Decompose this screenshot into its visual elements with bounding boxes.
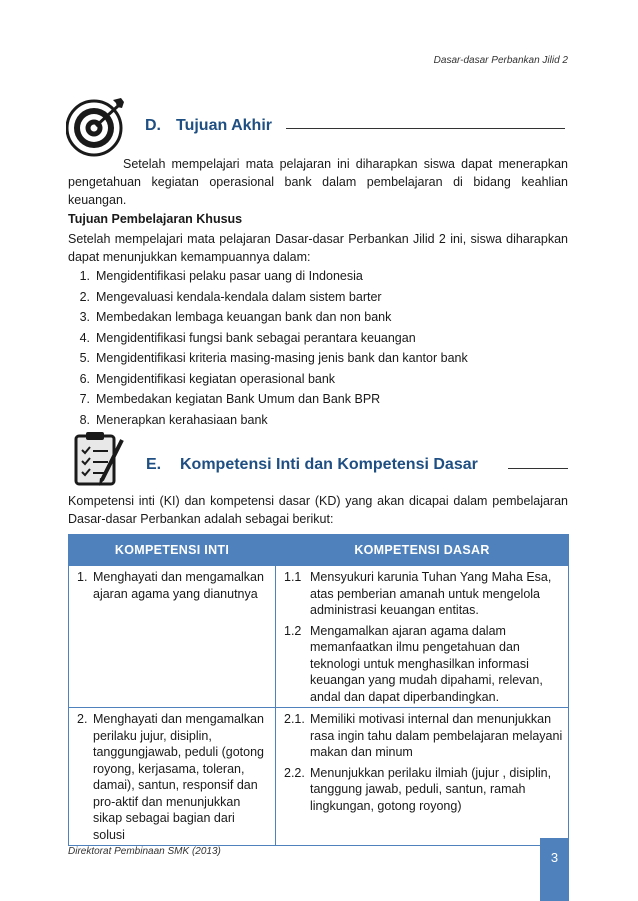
ki-cell xyxy=(69,566,276,708)
list-item xyxy=(68,328,468,349)
section-e-heading xyxy=(68,430,568,490)
section-d-intro: Setelah mempelajari mata pelajaran Dasar-dasar Perbankan Jilid 2 ini, siswa diharapkan dapat menunjukkan kemampuannya dalam: xyxy=(68,232,568,264)
ki-item xyxy=(77,711,270,843)
kd-cell xyxy=(276,708,569,846)
table-row xyxy=(69,566,569,708)
list-item-number: 8. xyxy=(79,412,90,427)
section-e-rule xyxy=(508,468,568,469)
ki-cell xyxy=(69,708,276,846)
ki-text: Menghayati dan mengamalkan ajaran agama yang dianutnya xyxy=(93,570,264,601)
list-item-number: 5. xyxy=(79,351,90,365)
column-header-kd: KOMPETENSI DASAR xyxy=(276,535,569,566)
list-item-text: Membedakan kegiatan Bank Umum dan Bank BPR xyxy=(96,392,381,406)
list-item xyxy=(68,287,468,308)
kd-number: 2.2. xyxy=(284,765,305,780)
objectives-list xyxy=(68,266,468,430)
list-item-text: Mengidentifikasi kegiatan operasional bank xyxy=(96,371,336,386)
kd-item xyxy=(284,765,563,815)
list-item-text: Mengidentifikasi fungsi bank sebagai perantara keuangan xyxy=(96,330,416,345)
ki-number: 2. xyxy=(77,712,88,726)
list-item xyxy=(68,307,468,328)
kd-number: 1.1 xyxy=(284,570,302,584)
list-item-text: Mengevaluasi kendala-kendala dalam sistem barter xyxy=(96,289,382,304)
section-d-paragraph: Setelah mempelajari mata pelajaran ini diharapkan siswa dapat menerapkan pengetahuan kegiatan operasional bank dalam pembelajaran di bidang keahlian keuangan. xyxy=(68,157,568,207)
list-item-number: 4. xyxy=(79,330,90,345)
table-row xyxy=(69,708,569,846)
section-d-letter: D. xyxy=(145,117,161,134)
list-item-text: Mengidentifikasi pelaku pasar uang di Indonesia xyxy=(96,269,363,283)
section-e-title: Kompetensi Inti dan Kompetensi Dasar xyxy=(180,456,478,473)
ki-item xyxy=(77,569,270,602)
kd-item xyxy=(284,569,563,619)
section-d-heading xyxy=(68,95,568,155)
table-header-row xyxy=(69,535,569,566)
footer-publisher: Direktorat Pembinaan SMK (2013) xyxy=(68,846,221,857)
list-item-text: Menerapkan kerahasiaan bank xyxy=(96,412,268,427)
kd-text: Mensyukuri karunia Tuhan Yang Maha Esa, atas pemberian amanah untuk mengelola administrasi keuangan entitas. xyxy=(310,570,552,617)
list-item xyxy=(68,389,468,410)
kd-text: Menunjukkan perilaku ilmiah (jujur , disiplin, tanggung jawab, peduli, santun, ramah lingkungan, gotong royong) xyxy=(310,765,552,813)
section-e-intro: Kompetensi inti (KI) dan kompetensi dasar (KD) yang akan dicapai dalam pembelajaran Dasar-dasar Perbankan adalah sebagai berikut: xyxy=(68,494,568,526)
list-item-text: Mengidentifikasi kriteria masing-masing jenis bank dan kantor bank xyxy=(96,351,468,365)
target-icon xyxy=(66,95,128,157)
list-item-text: Membedakan lembaga keuangan bank dan non bank xyxy=(96,310,392,324)
kd-cell xyxy=(276,566,569,708)
competency-table xyxy=(68,534,569,846)
list-item xyxy=(68,369,468,390)
kd-number: 2.1. xyxy=(284,712,305,726)
list-item xyxy=(68,266,468,287)
kd-text: Memiliki motivasi internal dan menunjukkan rasa ingin tahu dalam pembelajaran melayani makan dan minum xyxy=(310,712,563,759)
kd-text: Mengamalkan ajaran agama dalam memanfaatkan ilmu pengetahuan dan teknologi untuk menghasilkan informasi keuangan yang mudah dipahami, relevan, andal dan dapat diperbandingkan. xyxy=(310,623,543,704)
list-item-number: 2. xyxy=(79,289,90,304)
list-item-number: 1. xyxy=(79,269,90,283)
section-d-rule xyxy=(286,128,565,129)
section-e-letter: E. xyxy=(146,456,162,473)
page-number: 3 xyxy=(540,838,569,901)
ki-number: 1. xyxy=(77,570,88,584)
kd-item xyxy=(284,623,563,706)
list-item-number: 3. xyxy=(79,310,90,324)
section-d-title: Tujuan Akhir xyxy=(176,117,272,134)
list-item-number: 6. xyxy=(79,371,90,386)
running-header: Dasar-dasar Perbankan Jilid 2 xyxy=(433,55,568,66)
column-header-ki: KOMPETENSI INTI xyxy=(69,535,276,566)
list-item-number: 7. xyxy=(79,392,90,406)
kd-item xyxy=(284,711,563,761)
ki-text: Menghayati dan mengamalkan perilaku jujur, disiplin, tanggungjawab, peduli (gotong royong, kerjasama, toleran, damai), santun, responsif dan pro-aktif dan menunjukkan sikap sebagai bagian dari solusi xyxy=(93,712,264,842)
kd-number: 1.2 xyxy=(284,623,302,638)
list-item xyxy=(68,410,468,431)
section-d-subheading: Tujuan Pembelajaran Khusus xyxy=(68,212,243,226)
list-item xyxy=(68,348,468,369)
checklist-clipboard-icon xyxy=(72,430,128,488)
